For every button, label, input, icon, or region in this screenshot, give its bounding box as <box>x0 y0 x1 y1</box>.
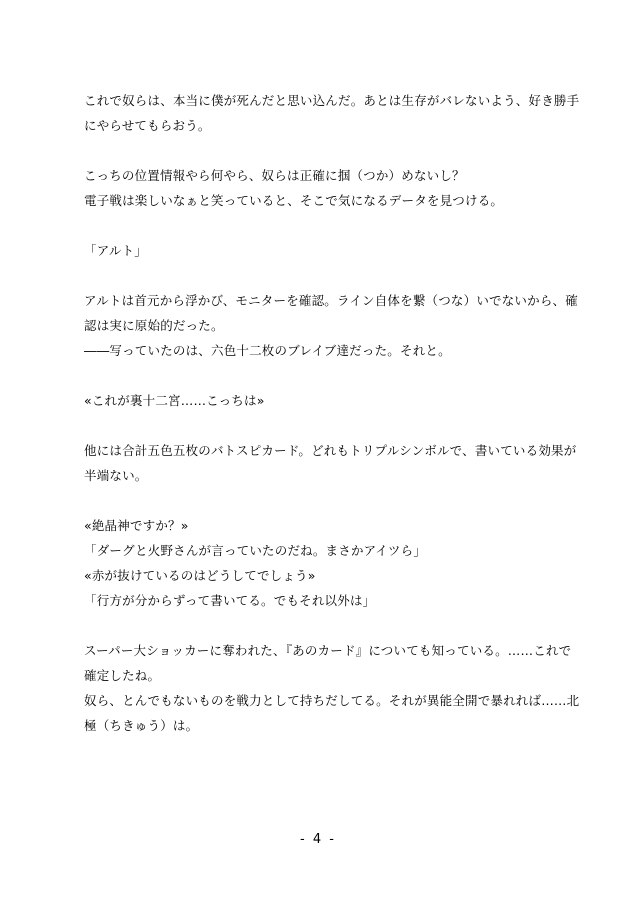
paragraph-6 <box>84 438 577 488</box>
paragraph-8 <box>84 638 580 738</box>
text-line: にやらせてもらおう。 <box>84 118 211 133</box>
text-line: 極（ちきゅう）は。 <box>84 718 199 733</box>
paragraph-gap <box>84 138 564 163</box>
paragraph-7 <box>84 513 564 613</box>
text-line: «赤が抜けているのはどうしてでしょう» <box>84 568 316 583</box>
text-line: これで奴らは、本当に僕が死んだと思い込んだ。あとは生存がバレないよう、好き勝手 <box>84 93 580 108</box>
text-line: こっちの位置情報やら何やら、奴らは正確に掴（つか）めないし？ <box>84 168 465 183</box>
paragraph-5 <box>84 388 564 413</box>
text-line: 「アルト」 <box>84 243 148 258</box>
text-line: 「ダーグと火野さんが言っていたのだね。まさかアイツら」 <box>84 543 427 558</box>
text-line: ――写っていたのは、六色十二枚のブレイブ達だった。それと。 <box>84 343 451 358</box>
text-line: 奴ら、とんでもないものを戦力として持ちだしてる。それが異能全開で暴れれば……北 <box>84 693 580 708</box>
paragraph-gap <box>84 613 564 638</box>
paragraph-gap <box>84 413 564 438</box>
text-line: 電子戦は楽しいなぁと笑っていると、そこで気になるデータを見つける。 <box>84 193 504 208</box>
text-line: «これが裏十二宮……こっちは» <box>84 393 265 408</box>
text-line: スーパー大ショッカーに奪われた、『あのカード』についても知っている。……これで <box>84 643 572 658</box>
text-line: 他には合計五色五枚のバトスピカード。どれもトリプルシンボルで、書いている効果が <box>84 443 577 458</box>
paragraph-2 <box>84 163 564 213</box>
paragraph-gap <box>84 488 564 513</box>
paragraph-gap <box>84 263 564 288</box>
text-line: アルトは首元から浮かび、モニターを確認。ライン自体を繋（つな）いでないから、確 <box>84 293 578 308</box>
page-number: - 4 - <box>300 832 336 847</box>
paragraph-gap <box>84 213 564 238</box>
text-line: 「行方が分からずって書いてる。でもそれ以外は」 <box>84 593 376 608</box>
text-line: 認は実に原始的だった。 <box>84 318 224 333</box>
paragraph-4 <box>84 288 578 363</box>
paragraph-3 <box>84 238 564 263</box>
text-line: 確定したね。 <box>84 668 161 683</box>
text-line: «絶晶神ですか？» <box>84 518 189 533</box>
body-text <box>84 88 580 738</box>
text-line: 半端ない。 <box>84 468 148 483</box>
paragraph-gap <box>84 363 564 388</box>
paragraph-1 <box>84 88 580 138</box>
